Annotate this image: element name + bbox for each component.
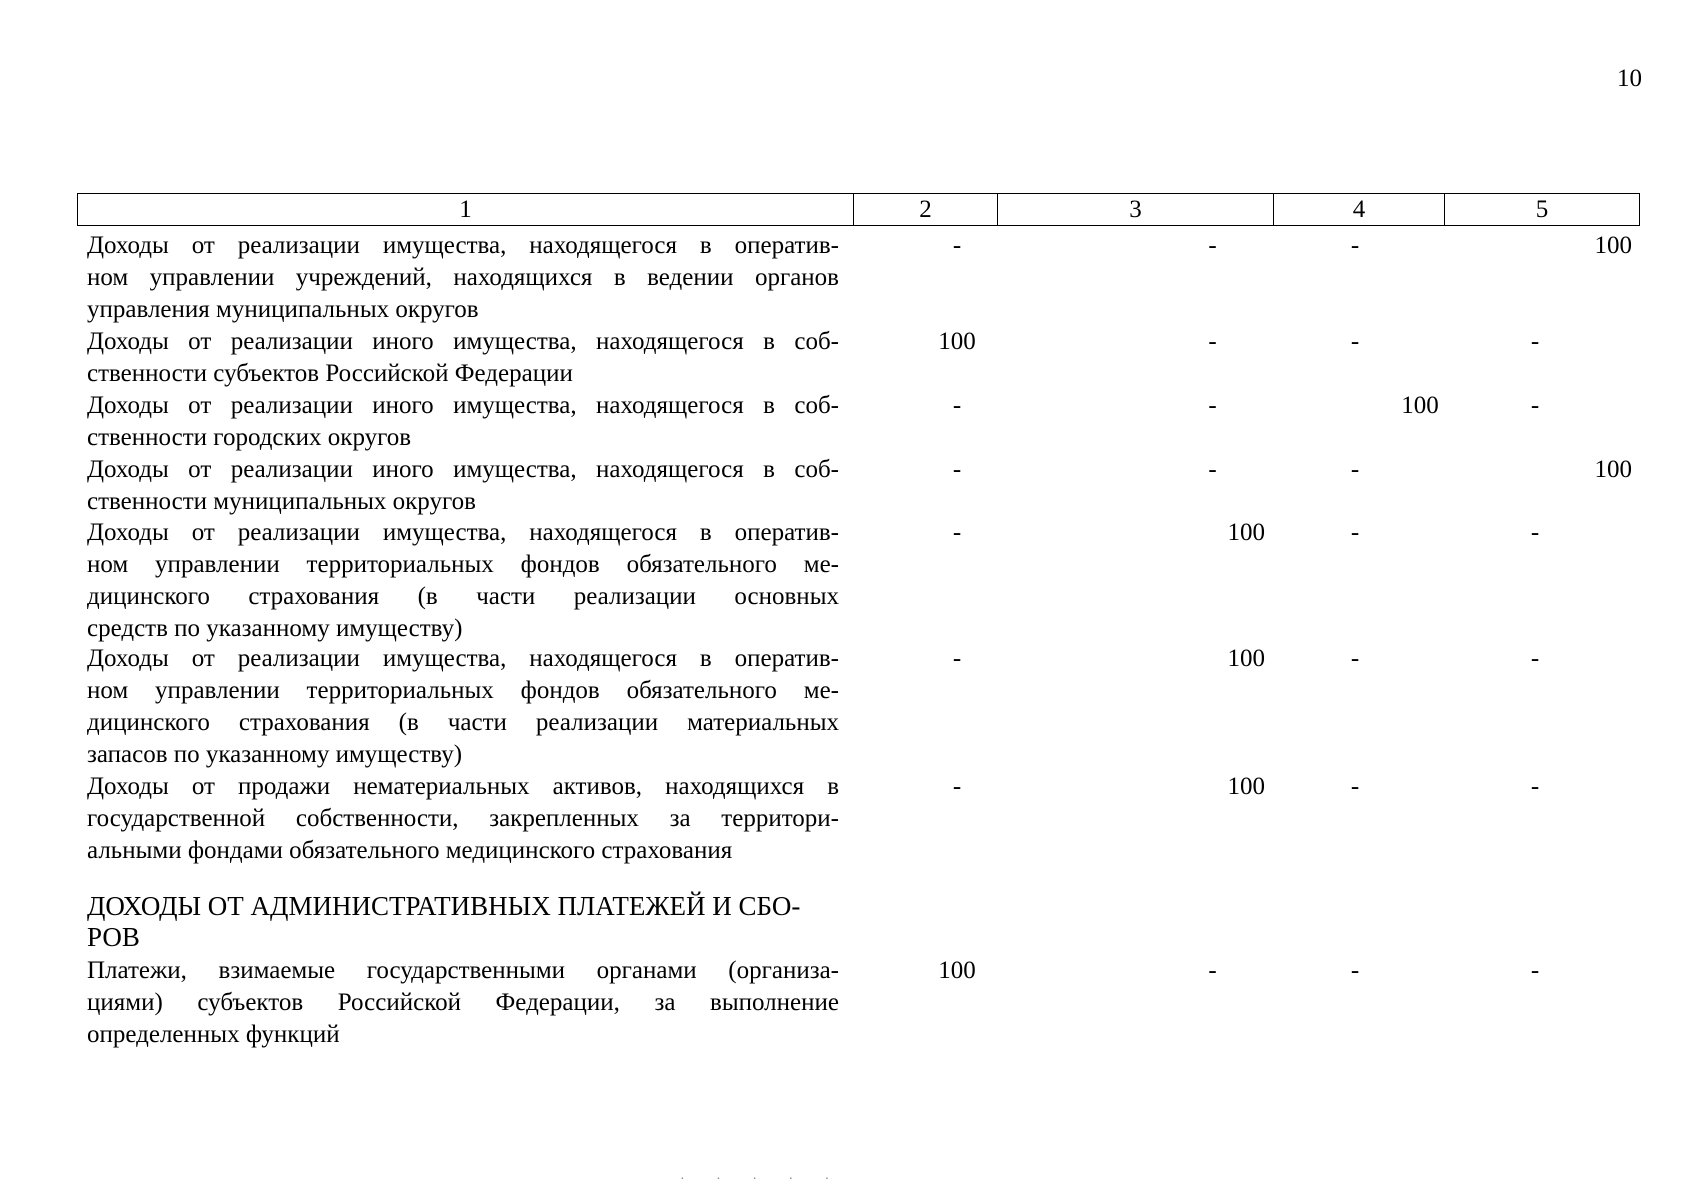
section-title-line: РОВ (87, 922, 140, 952)
row-description-line: Доходы от реализации иного имущества, находящегося в соб- (87, 392, 839, 419)
row-description-line: Доходы от продажи нематериальных активов, находящихся в (87, 773, 839, 800)
section-title (87, 891, 847, 953)
cell-col3: - (1208, 232, 1217, 259)
column-header-4: 4 (1274, 194, 1445, 226)
cell-col2: - (952, 392, 962, 419)
row-description-line: Доходы от реализации иного имущества, находящегося в соб- (87, 328, 839, 355)
cell-col5: - (1530, 328, 1540, 355)
cell-col5: 100 (1594, 456, 1632, 483)
column-header-3: 3 (998, 194, 1274, 226)
row-description-line: запасов по указанному имуществу) (87, 741, 463, 768)
row-description-line: ственности муниципальных округов (87, 488, 476, 515)
row-description-line: дицинского страхования (в части реализации основных (87, 583, 839, 610)
column-header-5: 5 (1445, 194, 1640, 226)
row-description-line: ном управлении территориальных фондов обязательного ме- (87, 677, 839, 704)
cell-col3: - (1208, 957, 1217, 984)
cell-col4: - (1350, 645, 1360, 672)
row-description (87, 230, 839, 326)
cell-col2: 100 (938, 328, 976, 355)
row-description-line: средств по указанному имуществу) (87, 615, 463, 642)
row-description (87, 955, 839, 1051)
row-description-line: Доходы от реализации имущества, находящегося в оператив- (87, 519, 839, 546)
cell-col5: - (1530, 957, 1540, 984)
cell-col3: - (1208, 456, 1217, 483)
cell-col4: - (1350, 957, 1360, 984)
row-description (87, 326, 839, 390)
cell-col2: - (952, 773, 962, 800)
row-description-line: циями) субъектов Российской Федерации, за выполнение (87, 989, 839, 1016)
cell-col4: - (1350, 773, 1360, 800)
row-description (87, 390, 839, 454)
scan-artifact-marks: · · · · · (680, 1172, 844, 1187)
column-header-table (77, 193, 1640, 226)
row-description-line: ном управлении учреждений, находящихся в ведении органов (87, 264, 839, 291)
section-title-line: ДОХОДЫ ОТ АДМИНИСТРАТИВНЫХ ПЛАТЕЖЕЙ И СБО- (87, 891, 801, 921)
row-description-line: определенных функций (87, 1021, 340, 1048)
row-description-line: ственности городских округов (87, 424, 412, 451)
cell-col4: - (1350, 328, 1360, 355)
row-description-line: Доходы от реализации иного имущества, находящегося в соб- (87, 456, 839, 483)
cell-col3: 100 (1227, 519, 1265, 546)
row-description-line: управления муниципальных округов (87, 296, 479, 323)
cell-col4: 100 (1401, 392, 1439, 419)
cell-col2: - (952, 456, 962, 483)
row-description-line: Доходы от реализации имущества, находящегося в оператив- (87, 645, 839, 672)
cell-col5: - (1530, 392, 1540, 419)
column-header-1: 1 (78, 194, 854, 226)
cell-col5: 100 (1594, 232, 1632, 259)
cell-col3: 100 (1227, 645, 1265, 672)
row-description-line: альными фондами обязательного медицинского страхования (87, 837, 733, 864)
row-description-line: Доходы от реализации имущества, находящегося в оператив- (87, 232, 839, 259)
cell-col2: - (952, 645, 962, 672)
column-header-row (78, 194, 1640, 226)
cell-col4: - (1350, 232, 1360, 259)
row-description (87, 643, 839, 771)
cell-col2: - (952, 232, 962, 259)
cell-col3: - (1208, 392, 1217, 419)
cell-col3: - (1208, 328, 1217, 355)
cell-col4: - (1350, 456, 1360, 483)
row-description-line: дицинского страхования (в части реализации материальных (87, 709, 839, 736)
row-description (87, 771, 839, 867)
row-description-line: Платежи, взимаемые государственными органами (организа- (87, 957, 839, 984)
cell-col5: - (1530, 645, 1540, 672)
row-description (87, 517, 839, 645)
page-number: 10 (1617, 65, 1642, 92)
row-description-line: ном управлении территориальных фондов обязательного ме- (87, 551, 839, 578)
cell-col2: 100 (938, 957, 976, 984)
cell-col4: - (1350, 519, 1360, 546)
column-header-2: 2 (854, 194, 998, 226)
cell-col5: - (1530, 519, 1540, 546)
row-description-line: государственной собственности, закрепленных за территори- (87, 805, 839, 832)
cell-col3: 100 (1227, 773, 1265, 800)
row-description-line: ственности субъектов Российской Федерации (87, 360, 573, 387)
row-description (87, 454, 839, 518)
cell-col5: - (1530, 773, 1540, 800)
cell-col2: - (952, 519, 962, 546)
